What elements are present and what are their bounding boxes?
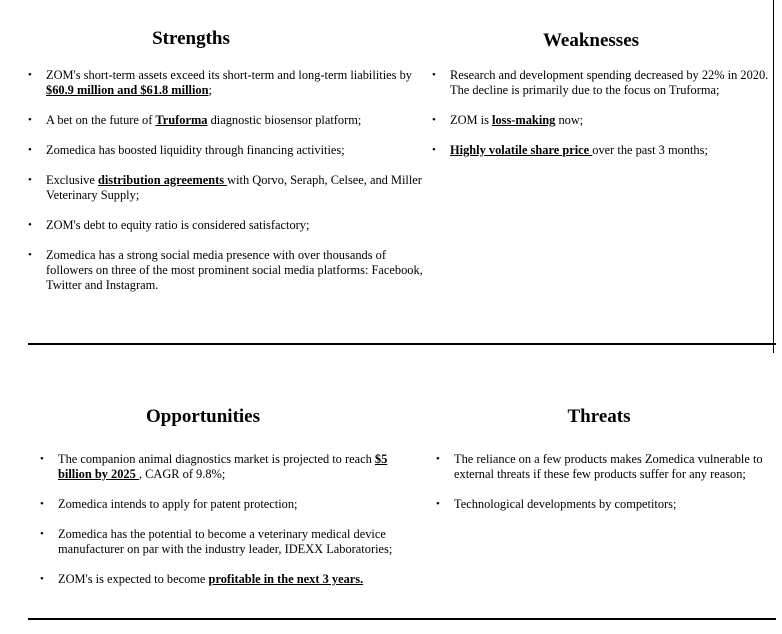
emphasis-text: loss-making [492,113,556,127]
item-text: Zomedica has a strong social media presence with over thousands of followers on three of the most prominent social media platforms: Facebook, Twitter and Instagram. [46,248,423,292]
strengths-title: Strengths [152,28,230,49]
item-text: with Qorvo, Seraph, Celsee, and Miller Veterinary Supply; [46,173,422,202]
strengths-section [28,28,433,328]
item-text: diagnostic biosensor platform; [207,113,362,127]
threats-list [436,452,776,527]
list-item [40,497,400,512]
list-item [28,113,433,128]
list-item [40,452,400,482]
list-item [28,143,433,158]
list-item [436,452,776,482]
emphasis-text: Truforma [155,113,208,127]
item-text: ZOM's is expected to become [58,572,209,586]
item-text: Exclusive [46,173,98,187]
emphasis-text: $60.9 million and $61.8 million [46,83,209,97]
list-item [432,68,777,98]
weaknesses-title: Weaknesses [542,30,640,51]
item-text: , CAGR of 9.8%; [138,467,226,481]
item-text: Zomedica has the potential to become a veterinary medical device manufacturer on par with the industry leader, IDEXX Laboratories; [58,527,393,556]
list-item [432,113,777,128]
emphasis-text: $5 billion by 2025 [58,452,388,481]
item-text: over the past 3 months; [592,143,708,157]
weaknesses-list [432,68,777,173]
item-text: Technological developments by competitors; [454,497,677,511]
item-text: ZOM's debt to equity ratio is considered satisfactory; [46,218,310,232]
item-text: ZOM's short-term assets exceed its short-term and long-term liabilities by [46,68,412,82]
item-text: The companion animal diagnostics market is projected to reach [58,452,375,466]
opportunities-title: Opportunities [145,406,261,427]
emphasis-text: Highly volatile share price [450,143,593,157]
list-item [40,572,400,587]
strengths-list [28,68,433,308]
middle-divider [28,343,776,345]
opportunities-section [40,406,400,606]
opportunities-list [40,452,400,602]
item-text: A bet on the future of [46,113,156,127]
bottom-divider [28,618,776,620]
item-text: Research and development spending decreased by 22% in 2020. The decline is primarily due to the focus on Truforma; [450,68,769,97]
item-text: Zomedica intends to apply for patent protection; [58,497,298,511]
emphasis-text: distribution agreements [97,173,228,187]
list-item [28,173,433,203]
weaknesses-section [432,30,777,230]
list-item [28,218,433,233]
item-text: ; [208,83,212,97]
right-border-line [773,0,774,353]
threats-title: Threats [567,406,631,427]
item-text: Zomedica has boosted liquidity through financing activities; [46,143,345,157]
item-text: The reliance on a few products makes Zomedica vulnerable to external threats if these few products suffer for any reason; [454,452,763,481]
list-item [436,497,776,512]
list-item [40,527,400,557]
list-item [28,248,433,293]
item-text: now; [555,113,584,127]
item-text: ZOM is [450,113,492,127]
list-item [28,68,433,98]
threats-section [436,406,776,606]
list-item [432,143,777,158]
emphasis-text: profitable in the next 3 years. [208,572,364,586]
